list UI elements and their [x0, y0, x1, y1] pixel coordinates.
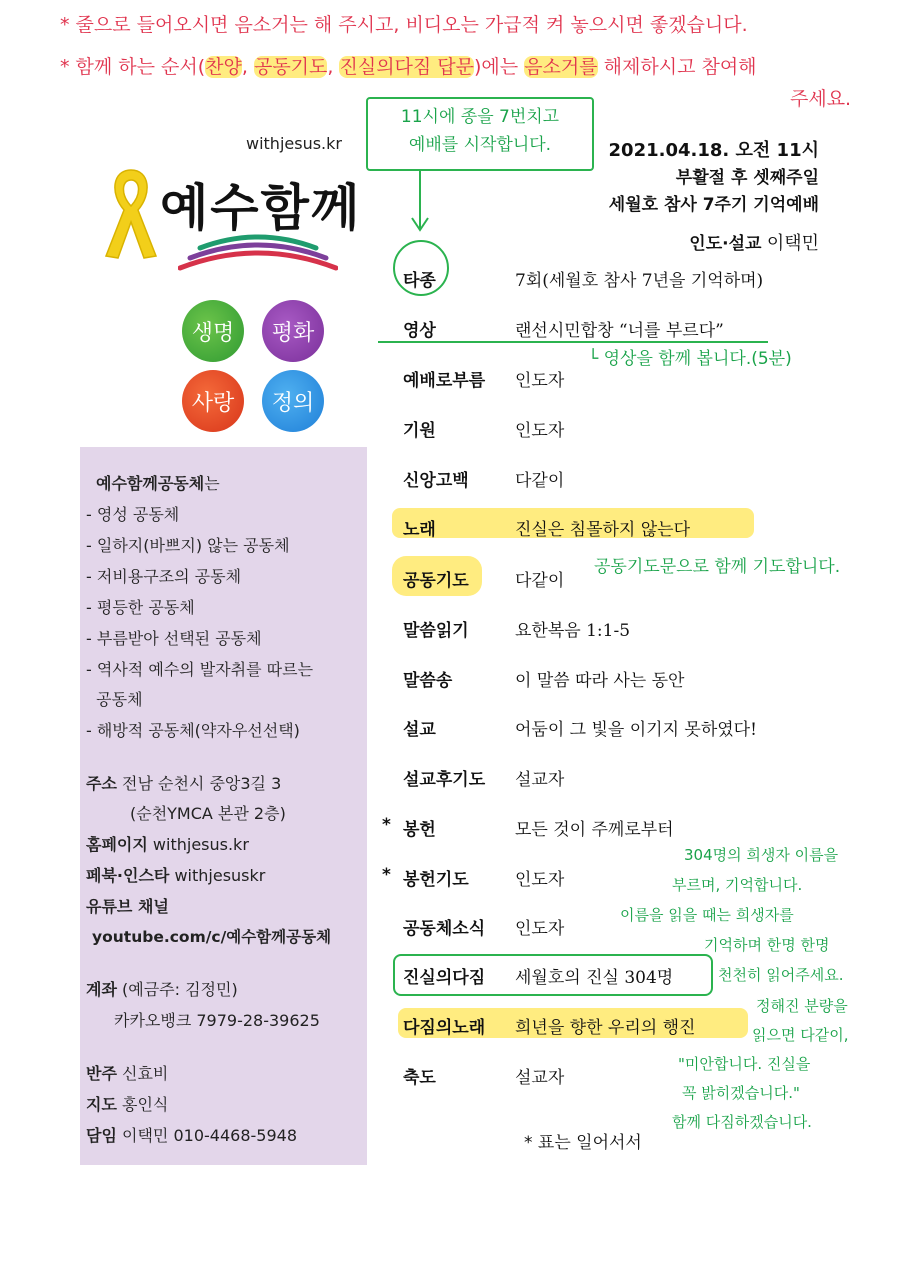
- order-label: 말씀송: [403, 671, 453, 691]
- order-label: 진실의다짐: [403, 968, 486, 988]
- note-victims-line: 천천히 읽어주세요.: [718, 966, 844, 984]
- account-number: 카카오뱅크 7979-28-39625: [114, 1011, 320, 1030]
- address: 주소 전남 순천시 중앙3길 3: [86, 774, 282, 793]
- order-value: 설교자: [515, 1068, 565, 1088]
- note-hl-mute: 음소거를: [524, 56, 598, 78]
- order-label: 신앙고백: [403, 471, 469, 491]
- note-participation: [60, 52, 757, 79]
- pastor: 담임 이택민 010-4468-5948: [86, 1126, 297, 1145]
- order-value: 인도자: [515, 371, 565, 391]
- note-hl-jinsil: 진실의다짐 답문: [339, 56, 475, 78]
- order-label: 노래: [403, 520, 436, 540]
- order-label: 타종: [403, 271, 436, 291]
- note-prayer: 공동기도문으로 함께 기도합니다.: [594, 557, 841, 577]
- community-info-box: [80, 447, 367, 1165]
- note-participation-end: 주세요.: [790, 88, 852, 110]
- service-datetime: 2021.04.18. 오전 11시: [608, 140, 819, 161]
- note-victims-line: 304명의 희생자 이름을: [684, 846, 839, 864]
- order-value: 어둠이 그 빛을 이기지 못하였다!: [515, 720, 757, 740]
- accompanist: 반주 신효비: [86, 1064, 169, 1083]
- order-value: 인도자: [515, 919, 565, 939]
- note-participation-mid: )에는: [474, 56, 519, 78]
- note-sep: ,: [241, 56, 254, 78]
- order-value: 다같이: [515, 571, 565, 591]
- homepage: 홈페이지 withjesus.kr: [86, 835, 249, 854]
- address-line-2: (순천YMCA 본관 2층): [130, 804, 286, 823]
- note-mute-video: * 줄으로 들어오시면 음소거는 해 주시고, 비디오는 가급적 켜 놓으시면 좋겠습니다.: [60, 14, 748, 36]
- community-item: 공동체: [86, 690, 143, 709]
- order-value: 진실은 침몰하지 않는다: [515, 520, 691, 540]
- value-love: 사랑: [182, 370, 244, 432]
- standing-mark: *: [382, 865, 391, 885]
- note-pledge-line: 꼭 밝히겠습니다.": [682, 1084, 800, 1102]
- note-participation-suffix: 해제하시고 참여해: [603, 56, 757, 78]
- service-title: 세월호 참사 7주기 기억예배: [608, 195, 819, 215]
- order-value: 인도자: [515, 421, 565, 441]
- note-victims-line: 기억하며 한명 한명: [704, 936, 830, 954]
- note-pledge-line: 정해진 분량을: [756, 997, 848, 1015]
- value-life: 생명: [182, 300, 244, 362]
- account-holder: 계좌 (예금주: 김정민): [86, 980, 238, 999]
- order-label: 공동기도: [403, 571, 469, 591]
- service-leader: 인도·설교 이택민: [689, 233, 819, 254]
- value-justice: 정의: [262, 370, 324, 432]
- order-label: 봉헌기도: [403, 870, 469, 890]
- order-label: 설교후기도: [403, 770, 486, 790]
- order-value: 인도자: [515, 870, 565, 890]
- community-item: - 일하지(바쁘지) 않는 공동체: [86, 536, 290, 555]
- order-label: 예배로부름: [403, 371, 486, 391]
- community-item: - 저비용구조의 공동체: [86, 567, 242, 586]
- order-value: 세월호의 진실 304명: [515, 968, 674, 988]
- community-item: - 역사적 예수의 발자취를 따르는: [86, 660, 314, 679]
- video-underline: [378, 341, 768, 343]
- order-label: 기원: [403, 421, 436, 441]
- note-pledge-line: 함께 다짐하겠습니다.: [672, 1113, 812, 1131]
- order-label: 말씀읽기: [403, 621, 469, 641]
- note-pledge-line: 읽으면 다같이,: [752, 1026, 849, 1044]
- order-value: 요한복음 1:1-5: [515, 621, 631, 641]
- note-hl-chanyang: 찬양: [205, 56, 242, 78]
- youtube-url: youtube.com/c/예수함께공동체: [92, 928, 332, 946]
- youtube-label: 유튜브 채널: [86, 897, 169, 916]
- brand-arcs: [178, 228, 338, 276]
- order-value: 모든 것이 주께로부터: [515, 820, 674, 840]
- note-victims-line: 부르며, 기억합니다.: [672, 876, 803, 894]
- note-sep: ,: [327, 56, 340, 78]
- standing-mark: *: [382, 815, 391, 835]
- order-label: 다짐의노래: [403, 1018, 486, 1038]
- order-value: 랜선시민합창 “너를 부르다”: [515, 321, 724, 341]
- community-item: - 부름받아 선택된 공동체: [86, 629, 262, 648]
- order-value: 설교자: [515, 770, 565, 790]
- brand-name: 예수함께: [160, 179, 362, 237]
- community-item: - 평등한 공동체: [86, 598, 195, 617]
- note-victims: [600, 840, 843, 990]
- site-url: withjesus.kr: [246, 134, 342, 153]
- guide: 지도 홍인식: [86, 1095, 169, 1114]
- order-value: 이 말씀 따라 사는 동안: [515, 671, 685, 691]
- order-value: 다같이: [515, 471, 565, 491]
- community-title: 예수함께공동체는: [96, 474, 220, 493]
- note-bell: 11시에 종을 7번치고 예배를 시작합니다.: [366, 97, 594, 171]
- note-pledge-line: "미안합니다. 진실을: [678, 1055, 811, 1073]
- order-value: 7회(세월호 참사 7년을 기억하며): [515, 271, 764, 291]
- standing-footnote: * 표는 일어서서: [524, 1133, 642, 1153]
- order-label: 영상: [403, 321, 436, 341]
- order-label: 축도: [403, 1068, 436, 1088]
- service-week: 부활절 후 셋째주일: [675, 168, 819, 188]
- note-participation-prefix: * 함께 하는 순서(: [60, 56, 206, 78]
- note-video: └ 영상을 함께 봅니다.(5분): [588, 349, 792, 369]
- yellow-ribbon-icon: [100, 166, 162, 262]
- order-value: 희년을 향한 우리의 행진: [515, 1018, 696, 1038]
- arrow-down-icon: [408, 168, 432, 234]
- order-label: 공동체소식: [403, 919, 486, 939]
- note-victims-line: 이름을 읽을 때는 희생자를: [620, 906, 794, 924]
- community-item: - 해방적 공동체(약자우선선택): [86, 721, 300, 740]
- note-pledge: [672, 992, 848, 1137]
- order-label: 봉헌: [403, 820, 436, 840]
- value-peace: 평화: [262, 300, 324, 362]
- order-label: 설교: [403, 720, 436, 740]
- sns: 페북·인스타 withjesuskr: [86, 866, 266, 885]
- community-item: - 영성 공동체: [86, 505, 180, 524]
- note-hl-gongdong: 공동기도: [253, 56, 328, 78]
